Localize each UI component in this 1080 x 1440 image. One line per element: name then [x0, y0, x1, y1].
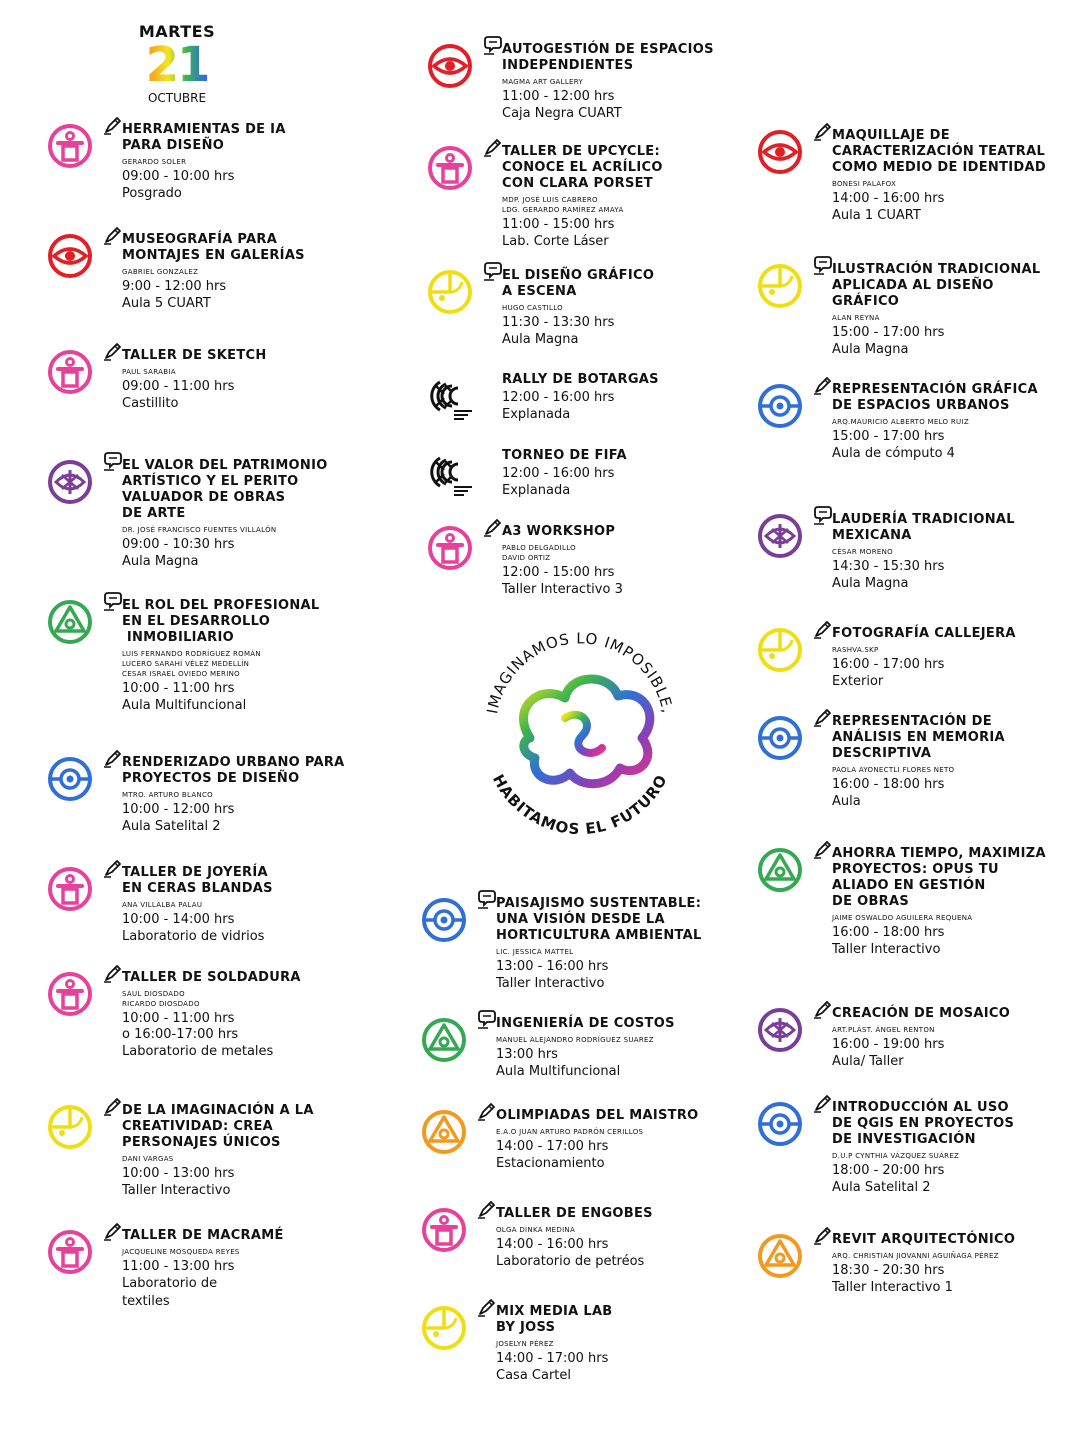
event-details [122, 755, 345, 836]
event-title: OLIMPIADAS DEL MAISTRO [496, 1108, 699, 1123]
event-details [832, 262, 1040, 359]
date-block [132, 22, 222, 105]
pencil-icon [812, 1092, 834, 1114]
person-icon [426, 524, 474, 572]
event-details [832, 128, 1046, 225]
event-place: Explanada [502, 483, 571, 498]
event-instructor: BONESI PALAFOX [832, 180, 897, 188]
target-icon [420, 896, 468, 944]
event-title: LAUDERÍA TRADICIONAL MEXICANA [832, 512, 1015, 543]
event-instructor: ARQ. CHRISTIAN JIOVANNI AGUIÑAGA PÉREZ [832, 1252, 999, 1260]
leaf-icon [756, 1006, 804, 1054]
event-details [502, 448, 627, 500]
event-title: DE LA IMAGINACIÓN A LA CREATIVIDAD: CREA PERSONAJES ÚNICOS [122, 1103, 314, 1150]
event-title: INGENIERÍA DE COSTOS [496, 1016, 675, 1031]
event-details [122, 232, 305, 313]
event-details [496, 1206, 653, 1271]
event-place: Exterior [832, 674, 884, 689]
event-title: MUSEOGRAFÍA PARA MONTAJES EN GALERÍAS [122, 232, 305, 263]
person-icon [46, 970, 94, 1018]
triangle-icon [756, 846, 804, 894]
target-icon [756, 714, 804, 762]
event-time: 10:00 - 14:00 hrs [122, 912, 235, 927]
event-logo [470, 628, 690, 848]
event-place: Taller Interactivo [832, 942, 941, 957]
event-title: AHORRA TIEMPO, MAXIMIZA PROYECTOS: OPUS TU ALIADO EN GESTIÓN DE OBRAS [832, 846, 1046, 909]
target-icon [756, 1100, 804, 1148]
leaf-icon [46, 458, 94, 506]
event-details [496, 1016, 675, 1081]
event-title: RENDERIZADO URBANO PARA PROYECTOS DE DISEÑO [122, 755, 345, 786]
person-icon [426, 144, 474, 192]
event-title: MIX MEDIA LAB BY JOSS [496, 1304, 613, 1335]
event-title: HERRAMIENTAS DE IA PARA DISEÑO [122, 122, 286, 153]
event-title: MAQUILLAJE DE CARACTERIZACIÓN TEATRAL COMO MEDIO DE IDENTIDAD [832, 128, 1046, 175]
event-instructor: PAOLA AYONECTLI FLORES NETO [832, 766, 955, 774]
event-instructor: ALAN REYNA [832, 314, 880, 322]
chat-icon [476, 888, 498, 910]
event-instructor: PAUL SARABIA [122, 368, 176, 376]
event-details [832, 1100, 1014, 1197]
event-place: Laboratorio de textiles [122, 1276, 218, 1309]
event-place: Caja Negra CUART [502, 106, 622, 121]
event-time: 9:00 - 12:00 hrs [122, 279, 227, 294]
person-icon [46, 1228, 94, 1276]
event-place: Laboratorio de metales [122, 1044, 274, 1059]
event-place: Aula Magna [832, 576, 909, 591]
event-title: TALLER DE SOLDADURA [122, 970, 301, 985]
event-title: PAISAJISMO SUSTENTABLE: UNA VISIÓN DESDE LA HORTICULTURA AMBIENTAL [496, 896, 702, 943]
event-place: Aula [832, 794, 861, 809]
event-details [832, 1006, 1010, 1071]
event-instructor: HUGO CASTILLO [502, 304, 563, 312]
event-instructor: GERARDO SOLER [122, 158, 187, 166]
pencil-icon [102, 114, 124, 136]
event-details [502, 42, 714, 123]
event-time: 16:00 - 18:00 hrs [832, 925, 945, 940]
event-details [502, 524, 623, 599]
quarter-icon [46, 1103, 94, 1151]
event-instructor: PABLO DELGADILLO DAVID ORTIZ [502, 544, 576, 562]
event-time: 13:00 hrs [496, 1047, 558, 1062]
event-details [502, 372, 659, 424]
event-details [502, 268, 654, 349]
event-instructor: MDP. JOSÉ LUIS CABRERO LDG. GERARDO RAMÍREZ AMAYA [502, 196, 624, 214]
target-icon [756, 382, 804, 430]
eye-icon [46, 232, 94, 280]
event-place: Estacionamiento [496, 1156, 605, 1171]
leaf-icon [756, 512, 804, 560]
event-title: CREACIÓN DE MOSAICO [832, 1006, 1011, 1021]
pencil-icon [102, 340, 124, 362]
event-time: 18:30 - 20:30 hrs [832, 1263, 945, 1278]
event-instructor: MANUEL ALEJANDRO RODRÍGUEZ SUAREZ [496, 1036, 654, 1044]
event-time: 14:00 - 16:00 hrs [832, 191, 945, 206]
event-time: 09:00 - 10:30 hrs [122, 537, 235, 552]
event-details [122, 970, 301, 1061]
pencil-icon [482, 136, 504, 158]
event-details [832, 846, 1046, 959]
event-title: TORNEO DE FIFA [502, 448, 627, 463]
quarter-icon [420, 1304, 468, 1352]
event-time: 11:00 - 15:00 hrs [502, 217, 615, 232]
logo-graphic [470, 628, 690, 848]
chat-icon [102, 590, 124, 612]
event-title: TALLER DE MACRAMÉ [122, 1228, 284, 1243]
event-time: 10:00 - 12:00 hrs [122, 802, 235, 817]
event-title: TALLER DE JOYERÍA EN CERAS BLANDAS [122, 865, 273, 896]
event-place: Explanada [502, 407, 571, 422]
event-place: Taller Interactivo [122, 1183, 231, 1198]
event-instructor: SAUL DIOSDADO RICARDO DIOSDADO [122, 990, 200, 1008]
event-title: EL VALOR DEL PATRIMONIO ARTÍSTICO Y EL PERITO VALUADOR DE OBRAS DE ARTE [122, 458, 328, 521]
event-time: 14:00 - 16:00 hrs [496, 1237, 609, 1252]
event-time: 18:00 - 20:00 hrs [832, 1163, 945, 1178]
pencil-icon [476, 1198, 498, 1220]
event-details [122, 1228, 284, 1311]
event-title: TALLER DE ENGOBES [496, 1206, 653, 1221]
event-place: Posgrado [122, 186, 182, 201]
event-instructor: MTRO. ARTURO BLANCO [122, 791, 213, 799]
event-time: 11:00 - 13:00 hrs [122, 1259, 235, 1274]
event-details [122, 122, 286, 203]
event-time: 09:00 - 10:00 hrs [122, 169, 235, 184]
event-instructor: DANI VARGAS [122, 1155, 174, 1163]
event-place: Aula Multifuncional [496, 1064, 621, 1079]
person-icon [46, 348, 94, 396]
logo-arc-bottom-text: HABITAMOS EL FUTURO [488, 771, 672, 839]
quarter-icon [756, 626, 804, 674]
event-instructor: RASHVA.SKP [832, 646, 879, 654]
event-details [122, 865, 273, 946]
event-place: Aula Magna [502, 332, 579, 347]
event-instructor: GABRIEL GONZALEZ [122, 268, 199, 276]
event-details [122, 598, 319, 715]
person-icon [46, 865, 94, 913]
event-instructor: ARQ.MAURICIO ALBERTO MELO RUIZ [832, 418, 969, 426]
event-details [832, 626, 1016, 691]
event-instructor: LUIS FERNANDO RODRÍGUEZ ROMÁN LUCERO SARAHÍ VÉLEZ MEDELLÍN CESAR ISRAEL OVIEDO MERINO [122, 650, 261, 678]
community-logo-icon [426, 372, 474, 420]
event-details [502, 144, 663, 251]
pencil-icon [812, 618, 834, 640]
event-title: A3 WORKSHOP [502, 524, 616, 539]
event-title: EL DISEÑO GRÁFICO A ESCENA [502, 268, 655, 299]
weekday: MARTES [138, 22, 216, 41]
chat-icon [482, 260, 504, 282]
pencil-icon [102, 747, 124, 769]
event-time: 11:30 - 13:30 hrs [502, 315, 615, 330]
pencil-icon [812, 120, 834, 142]
event-time: 15:00 - 17:00 hrs [832, 429, 945, 444]
event-time: 12:00 - 15:00 hrs [502, 565, 615, 580]
event-title: INTRODUCCIÓN AL USO DE QGIS EN PROYECTOS DE INVESTIGACIÓN [832, 1100, 1015, 1147]
event-time: 16:00 - 17:00 hrs [832, 657, 945, 672]
event-time: 16:00 - 19:00 hrs [832, 1037, 945, 1052]
event-title: RALLY DE BOTARGAS [502, 372, 659, 387]
event-instructor: MAGMA ART GALLERY [502, 78, 584, 86]
event-title: REPRESENTACIÓN GRÁFICA DE ESPACIOS URBANOS [832, 382, 1038, 413]
quarter-icon [426, 268, 474, 316]
event-place: Aula 1 CUART [832, 208, 921, 223]
triangle-icon [46, 598, 94, 646]
event-details [122, 348, 267, 413]
event-time: 09:00 - 11:00 hrs [122, 379, 235, 394]
pencil-icon [476, 1296, 498, 1318]
pencil-icon [812, 998, 834, 1020]
event-place: Aula Magna [832, 342, 909, 357]
pencil-icon [102, 857, 124, 879]
event-title: FOTOGRAFÍA CALLEJERA [832, 626, 1016, 641]
pencil-icon [812, 838, 834, 860]
event-place: Castillito [122, 396, 179, 411]
chat-icon [812, 254, 834, 276]
event-place: Casa Cartel [496, 1368, 572, 1383]
event-details [496, 896, 702, 993]
chat-icon [476, 1008, 498, 1030]
event-time: 11:00 - 12:00 hrs [502, 89, 615, 104]
event-place: Aula de cómputo 4 [832, 446, 955, 461]
chat-icon [482, 34, 504, 56]
pencil-icon [102, 1220, 124, 1242]
event-time: 13:00 - 16:00 hrs [496, 959, 609, 974]
event-details [496, 1304, 613, 1385]
event-instructor: LIC. JESSICA MATTEL [496, 948, 574, 956]
pencil-icon [482, 516, 504, 538]
event-instructor: CÉSAR MORENO [832, 548, 893, 556]
event-time: 10:00 - 13:00 hrs [122, 1166, 235, 1181]
target-icon [46, 755, 94, 803]
event-title: REPRESENTACIÓN DE ANÁLISIS EN MEMORIA DESCRIPTIVA [832, 714, 1005, 761]
pencil-icon [102, 224, 124, 246]
event-time: 10:00 - 11:00 hrs o 16:00-17:00 hrs [122, 1011, 239, 1042]
event-place: Laboratorio de petréos [496, 1254, 645, 1269]
event-title: AUTOGESTIÓN DE ESPACIOS INDEPENDIENTES [502, 42, 714, 73]
eye-icon [426, 42, 474, 90]
pencil-icon [812, 374, 834, 396]
triangle-icon [420, 1016, 468, 1064]
event-time: 14:00 - 17:00 hrs [496, 1351, 609, 1366]
eye-icon [756, 128, 804, 176]
person-icon [46, 122, 94, 170]
pencil-icon [812, 1224, 834, 1246]
event-title: TALLER DE SKETCH [122, 348, 267, 363]
pencil-icon [476, 1100, 498, 1122]
event-time: 14:00 - 17:00 hrs [496, 1139, 609, 1154]
event-title: EL ROL DEL PROFESIONAL EN EL DESARROLLO INMOBILIARIO [122, 598, 320, 645]
event-instructor: D.U.P CYNTHIA VÁZQUEZ SUÁREZ [832, 1152, 960, 1160]
chat-icon [812, 504, 834, 526]
event-place: Taller Interactivo 3 [502, 582, 623, 597]
event-details [832, 1232, 1015, 1297]
community-logo-icon [426, 448, 474, 496]
event-details [832, 714, 1005, 811]
event-place: Aula Multifuncional [122, 698, 247, 713]
event-place: Lab. Corte Láser [502, 234, 609, 249]
event-time: 16:00 - 18:00 hrs [832, 777, 945, 792]
event-details [832, 512, 1015, 593]
event-place: Aula Satelital 2 [122, 819, 221, 834]
event-title: REVIT ARQUITECTÓNICO [832, 1232, 1016, 1247]
event-place: Taller Interactivo 1 [832, 1280, 953, 1295]
quarter-icon [756, 262, 804, 310]
pencil-icon [102, 1095, 124, 1117]
event-place: Aula 5 CUART [122, 296, 211, 311]
event-details [496, 1108, 698, 1173]
event-instructor: ART.PLÁST. ÁNGEL RENTON [832, 1026, 935, 1034]
pencil-icon [102, 962, 124, 984]
event-details [832, 382, 1038, 463]
day-number: 21 [132, 41, 222, 89]
event-instructor: E.A.O JUAN ARTURO PADRÓN CERILLOS [496, 1128, 644, 1136]
triangle-icon [756, 1232, 804, 1280]
event-title: ILUSTRACIÓN TRADICIONAL APLICADA AL DISEÑO GRÁFICO [832, 262, 1041, 309]
event-time: 12:00 - 16:00 hrs [502, 390, 615, 405]
chat-icon [102, 450, 124, 472]
event-place: Taller Interactivo [496, 976, 605, 991]
person-icon [420, 1206, 468, 1254]
event-instructor: JOSELYN PÉREZ [496, 1340, 554, 1348]
pencil-icon [812, 706, 834, 728]
event-time: 12:00 - 16:00 hrs [502, 466, 615, 481]
event-title: TALLER DE UPCYCLE: CONOCE EL ACRÍLICO CON CLARA PORSET [502, 144, 663, 191]
event-time: 14:30 - 15:30 hrs [832, 559, 945, 574]
event-place: Aula Magna [122, 554, 199, 569]
event-instructor: JAIME OSWALDO AGUILERA REQUENA [832, 914, 973, 922]
event-instructor: JACQUELINE MOSQUEDA REYES [122, 1248, 240, 1256]
event-instructor: OLGA DINKA MEDINA [496, 1226, 576, 1234]
event-time: 10:00 - 11:00 hrs [122, 681, 235, 696]
month: OCTUBRE [147, 91, 207, 105]
event-instructor: DR. JOSÉ FRANCISCO FUENTES VILLALÓN [122, 526, 277, 534]
event-place: Aula/ Taller [832, 1054, 904, 1069]
event-instructor: ANA VILLALBA PALAU [122, 901, 203, 909]
logo-arc-top-text: IMAGINAMOS LO IMPOSIBLE, [483, 629, 677, 716]
event-details [122, 1103, 314, 1200]
event-place: Aula Satelital 2 [832, 1180, 931, 1195]
event-details [122, 458, 328, 571]
triangle-icon [420, 1108, 468, 1156]
event-place: Laboratorio de vidrios [122, 929, 265, 944]
event-time: 15:00 - 17:00 hrs [832, 325, 945, 340]
